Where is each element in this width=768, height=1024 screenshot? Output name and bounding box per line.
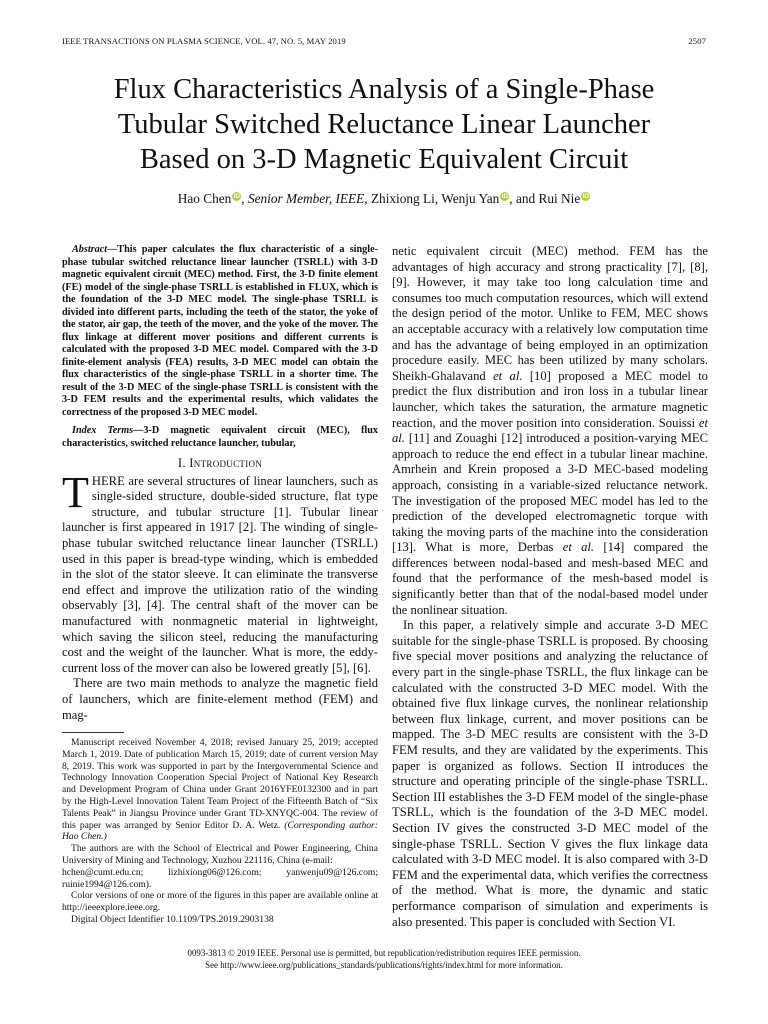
- author-name: Rui Nie: [538, 191, 581, 206]
- author-conjunction: and: [515, 191, 536, 206]
- copyright-line: 0093-3813 © 2019 IEEE. Personal use is permitted, but republication/redistribution requires IEEE permission.: [187, 948, 581, 958]
- title-line: Tubular Switched Reluctance Linear Launcher: [117, 109, 651, 140]
- left-column: [62, 244, 378, 926]
- author-name: Zhixiong Li: [370, 191, 435, 206]
- intro-paragraph-3: netic equivalent circuit (MEC) method. FEM has the advantages of high accuracy and strong practicality [7], [8], [9]. However, it may take too long calculation time and consumes too much computation resources, which will extend the design period of the motor. Unlike to FEM, MEC shows an acceptable accuracy with a relatively low computation time and has the advantage of being employed in an optimization procedure easily. MEC has been utilized by many scholars. Sheikh-Ghalavand et al. [10] proposed a MEC model to predict the flux distribution and iron loss in a tubular linear launcher, which takes the saturation, the armature magnetic reaction, and the mover position into consideration. Souissi et al. [11] and Zouaghi [12] introduced a position-varying MEC approach to reduce the end effect in a tubular linear machine. Amrhein and Krein proposed a 3-D MEC-based modeling approach, consisting in a variable-sized reluctance network. The investigation of the proposed MEC model has led to the prediction of the developed electromagnetic torque with taking the moving parts of the machine into the consideration [13]. What is more, Derbas et al. [14] compared the differences between nodal-based and mesh-based MEC and found that the performance of the mesh-based model is significantly better than that of the nodal-based model under the nonlinear situation.: [392, 244, 708, 617]
- title-line: Flux Characteristics Analysis of a Single-Phase: [113, 74, 655, 105]
- orcid-icon[interactable]: iD: [233, 192, 241, 200]
- orcid-icon[interactable]: iD: [501, 192, 509, 200]
- email-link[interactable]: yanwenju09@126.com;: [286, 866, 378, 878]
- index-terms-text: 3-D magnetic equivalent circuit (MEC), flux characteristics, switched reluctance launcher, tubular,: [62, 425, 378, 449]
- index-terms: Index Terms—3-D magnetic equivalent circuit (MEC), flux characteristics, switched reluctance launcher, tubular,: [62, 425, 378, 449]
- paper-title: [40, 72, 728, 177]
- author-list: Hao Chen iD, Senior Member, IEEE, Zhixiong Li, Wenju Yan iD, and Rui Nie iD: [177, 191, 589, 206]
- copyright-notice: [40, 948, 728, 971]
- abstract-text: This paper calculates the flux characteristic of a single-phase tubular switched reluctance linear launcher (TSRLL) with 3-D magnetic equivalent circuit (MEC) method. First, the 3-D finite element (FE) model of the single-phase TSRLL is established in FLUX, which is the foundation of the 3-D MEC model. The single-phase TSRLL is divided into different parts, including the teeth of the stator, the yoke of the stator, air gap, the teeth of the mover, and the yoke of the mover. The flux linkage at different mover positions and different currents is calculated with the proposed 3-D MEC model. Compared with the 3-D finite-element analysis (FEA) results, 3-D MEC model can obtain the flux characteristics of the single-phase TSRLL in a shorter time. The result of the 3-D MEC of the single-phase TSRLL is consistent with the 3-D FEM results and the experimental results, which validates the correctness of the proposed 3-D MEC model.: [62, 244, 378, 418]
- rights-line: See http://www.ieee.org/publications_standards/publications/rights/index.html for more information.: [205, 959, 563, 970]
- index-terms-label: Index Terms: [72, 425, 134, 436]
- footnote-color: Color versions of one or more of the figures in this paper are available online at http://ieeexplore.ieee.org.: [62, 890, 378, 914]
- email-list: [62, 867, 378, 879]
- drop-cap: T: [62, 467, 89, 517]
- author-name: Hao Chen: [177, 191, 232, 206]
- orcid-icon[interactable]: iD: [582, 192, 589, 200]
- page-number: 2507: [688, 36, 706, 46]
- footnote: [62, 737, 378, 926]
- intro-paragraph-2: There are two main methods to analyze the magnetic field of launchers, which are finite-element method (FEM) and mag-: [62, 676, 378, 722]
- email-link[interactable]: hchen@cumt.edu.cn;: [62, 866, 144, 878]
- footnote-affiliation: The authors are with the School of Electrical and Power Engineering, China University of Mining and Technology, Xuzhou 221116, China (e-mail:: [62, 843, 378, 867]
- right-column: [392, 244, 708, 930]
- email-link[interactable]: lizhixiong06@126.com;: [168, 866, 262, 878]
- intro-paragraph-4: In this paper, a relatively simple and accurate 3-D MEC suitable for the single-phase TSRLL is proposed. By choosing five special mover positions and analyzing the reluctance of every part in the single-phase TSRLL, the flux linkage can be calculated with the constructed 3-D MEC model. With the obtained five flux linkage curves, the nonlinear relationship between flux linkage, current, and mover positions can be mapped. The 3-D MEC results are consistent with the 3-D FEM results, and they are validated by the experiments. This paper is organized as follows. Section II introduces the structure and operating principle of the single-phase TSRLL. Section III establishes the 3-D FEM model of the single-phase TSRLL, which is the foundation of the 3-D MEC model. Section IV gives the constructed 3-D MEC model of the single-phase TSRLL. Section V gives the flux linkage data calculated with 3-D MEC model. It is also compared with 3-D FEM and the experimental data, which verifies the correctness of the method. What is more, the dynamic and static performance comparison of simulation and experiments is also presented. This paper is concluded with Section VI.: [392, 618, 708, 929]
- journal-name: IEEE TRANSACTIONS ON PLASMA SCIENCE, VOL. 47, NO. 5, MAY 2019: [62, 36, 346, 46]
- running-header: [62, 36, 706, 50]
- abstract-label: Abstract: [72, 244, 108, 255]
- footnote-manuscript: Manuscript received November 4, 2018; revised January 25, 2019; accepted March 1, 2019. Date of publication March 15, 2019; date of current version May 8, 2019. This work was supported in part by the Intergovernmental Science and Technology Innovation Cooperation Special Project of National Key Research and Development Program of China under Grant 2016YFE0132300 and in part by the High-Level Innovation Talent Team Project of the Fifteenth Batch of “Six Talents Peak” in Jiangsu Province under Grant TD-XNYQC-004. The review of this paper was arranged by Senior Editor D. A. Wetz. (Corresponding author: Hao Chen.): [62, 737, 378, 843]
- section-heading: I. Introduction: [177, 456, 263, 470]
- author-name: Wenju Yan: [441, 191, 500, 206]
- footnote-doi: Digital Object Identifier 10.1109/TPS.2019.2903138: [71, 914, 274, 926]
- title-line: Based on 3-D Magnetic Equivalent Circuit: [139, 144, 629, 175]
- footnote-rule: [62, 732, 124, 733]
- email-link[interactable]: ruinie1994@126.com).: [62, 878, 152, 890]
- abstract: Abstract—This paper calculates the flux characteristic of a single-phase tubular switched reluctance linear launcher (TSRLL) with 3-D magnetic equivalent circuit (MEC) method. First, the 3-D finite element (FE) model of the single-phase TSRLL is established in FLUX, which is the foundation of the 3-D MEC model. The single-phase TSRLL is divided into different parts, including the teeth of the stator, the yoke of the stator, air gap, the teeth of the mover, and the yoke of the mover. The flux linkage at different mover positions and different currents is calculated with the proposed 3-D MEC model. Compared with the 3-D finite-element analysis (FEA) results, 3-D MEC model can obtain the flux characteristics of the single-phase TSRLL in a shorter time. The result of the 3-D MEC of the single-phase TSRLL is consistent with the 3-D FEM results and the experimental results, which validates the correctness of the proposed 3-D MEC model.: [62, 244, 378, 418]
- intro-paragraph-1: THERE are several structures of linear launchers, such as single-sided structure, double-sided structure, flat type structure, and tubular structure [1]. Tubular linear launcher is first appeared in 1917 [2]. The winding of single-phase tubular switched reluctance linear launcher (TSRLL) used in this paper is bread-type winding, which is embedded in the slot of the stator sleeve. It can eliminate the transverse end effect and improve the utilization ratio of the winding observably [3], [4]. The central shaft of the mover can be manufactured with nonmagnetic material in lightweight, which saving the silicon steel, reducing the manufacturing cost and the weight of the launcher. What is more, the eddy-current loss of the mover can also be lowered greatly [5], [6].: [62, 467, 378, 675]
- author-membership: Senior Member, IEEE: [247, 191, 365, 206]
